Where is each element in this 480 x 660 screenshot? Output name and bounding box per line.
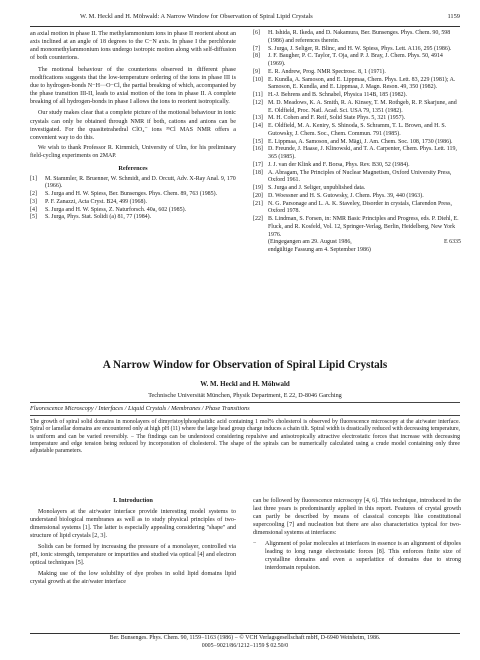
body-paragraph: an axial motion in phase II. The methylammonium ions in phase II reorient about an axis inclined at an angle of 18 degrees to the C−N axis. In phase I the perchlorate and monomethylammonium ions undergo isotropic motion along with self-diffusion of both counterions.	[30, 31, 236, 62]
reference-item	[30, 191, 236, 199]
reference-item	[253, 139, 461, 147]
reference-list-right	[253, 30, 461, 239]
reference-item	[253, 77, 461, 93]
prev-article-right-column	[253, 30, 461, 255]
reference-number: [21]	[253, 200, 263, 207]
reference-number: [13]	[253, 115, 263, 122]
received-date: (Eingegangen am 29. August 1986,	[268, 239, 352, 246]
intro-left-column	[30, 497, 236, 589]
reference-number: [6]	[253, 30, 260, 36]
page-number: 1159	[447, 13, 460, 20]
abstract: The growth of spiral solid domains in monolayers of dimyristoylphosphatidic acid containing 1 mol% cholesterol is observed by fluorescence microscopy at the air/water interface. Spiral or lamellar domains are encountered only at high pH (11) where the large head group charge induces a chain tilt. Spiral width is drastically reduced with decreasing temperature, is uniform and can be varied reversibly. − The findings can be understood considering repulsive and anisotropically attractive electrostatic forces that increase with decreasing temperature and edge tension being reduced by incorporation of cholesterol. The shape of the spirals can be numerically calculated using a crude model containing only three adjustable parameters.	[30, 419, 460, 454]
reference-item	[253, 216, 461, 239]
reference-item	[253, 185, 461, 193]
reference-item	[30, 176, 236, 192]
references-heading: References	[118, 164, 148, 172]
reference-item	[253, 123, 461, 139]
reference-text: B. Lindman, S. Forsen, in: NMR Basic Principles and Progress, eds. P. Diehl, E. Fluck, and R. Kosfeld, Vol. 12, Springer-Verlag, Berlin, Heidelberg, New York 1976.	[268, 216, 459, 238]
reference-text: E. R. Andrew, Prog. NMR Spectrosc. 8, 1 (1971).	[268, 68, 386, 75]
bullet-dash: −	[253, 541, 257, 547]
body-paragraph: Our study makes clear that a complete picture of the motional behaviour in ionic crystals can only be obtained through NMR if both, cations and anions can be investigated. For the quasitetrahedral ClO₄⁻ ions ³⁵Cl MAS NMR offers a convenient way to do this.	[30, 110, 236, 141]
article-affiliation: Technische Universität München, Physik Department, E 22, D-8046 Garching	[148, 392, 342, 399]
reference-text: E. Lippmaa, A. Samoson, and M. Mägi, J. Am. Chem. Soc. 108, 1730 (1986).	[268, 138, 453, 145]
reference-number: [4]	[30, 206, 37, 213]
final-version-date: endgültige Fassung am 4. September 1986)	[268, 247, 371, 253]
prev-article-left-column	[30, 30, 236, 222]
reference-item	[253, 100, 461, 116]
reference-number: [8]	[253, 53, 260, 60]
header-rule	[30, 26, 460, 27]
price-code: 0005−9021/86/1212−1159 $ 02.50/0	[201, 642, 289, 649]
reference-number: [17]	[253, 161, 263, 168]
reference-text: D. Woessner and H. S. Gutowsky, J. Chem. Phys. 39, 440 (1963).	[268, 192, 424, 199]
reference-number: [18]	[253, 169, 263, 176]
reference-text: P. F. Zanazzi, Acta Cryst. B24, 499 (1968).	[45, 198, 147, 205]
reference-text: S. Jurga, Phys. Stat. Solidi (a) 81, 77 (1984).	[45, 214, 152, 221]
received-note	[253, 239, 461, 255]
reference-item	[253, 30, 461, 46]
reference-text: D. Freunde, J. Haase, J. Klinowski, and T. A. Carpenter, Chem. Phys. Lett. 119, 365 (1985).	[268, 146, 457, 160]
bullet-text: Alignment of polar molecules at interfaces in essence is an alignment of dipoles leading to long range electrostatic forces [8]. This enforces finite size of crystalline domains and even a superlattice of domains due to strong interdomain repulsion.	[265, 541, 461, 571]
reference-number: [9]	[253, 68, 260, 75]
reference-number: [11]	[253, 92, 263, 98]
running-header	[30, 13, 460, 23]
reference-list-left	[30, 176, 236, 223]
citation-line: Ber. Bunsenges. Phys. Chem. 90, 1159−1163 (1986) − © VCH Verlagsgesellschaft mbH, D-6940 Weinheim, 1986.	[109, 635, 381, 641]
reference-item	[253, 69, 461, 77]
reference-number: [7]	[253, 45, 260, 52]
reference-text: M. D. Meadows, K. A. Smith, R. A. Kinsey, T. M. Rothgeb, R. P. Skarjune, and E. Oldfield, Proc. Natl. Acad. Sci. USA 79, 1351 (1982).	[268, 99, 457, 114]
reference-item	[253, 162, 461, 170]
reference-item	[253, 193, 461, 201]
reference-item	[253, 115, 461, 123]
reference-text: H. Ishida, R. Ikeda, and D. Nakamura, Ber. Bunsenges. Phys. Chem. 90, 598 (1986) and references therein.	[268, 30, 451, 44]
reference-text: J. J. van der Klink and F. Borsa, Phys. Rev. B30, 52 (1984).	[268, 161, 410, 168]
reference-text: S. Jurga and H. W. Spiess, Z. Naturforsch. 40a, 602 (1985).	[45, 206, 187, 213]
reference-item	[253, 201, 461, 217]
reference-text: E. Oldfield, M. A. Keniry, S. Shinoda, S. Schramm, T. L. Brown, and H. S. Gutowsky, J. Chem. Soc., Chem. Commun. 791 (1985).	[268, 123, 447, 137]
reference-item	[253, 92, 461, 100]
body-paragraph: can be followed by fluorescence microscopy [4, 6]. This technique, introduced in the last three years is predominantly applied in this report. Features of crystal growth can partly be described by means of classical concepts like constitutional supercooling [7] and nucleation but there are also characteristics typical for two-dimensional systems at interfaces:	[253, 498, 461, 536]
reference-number: [14]	[253, 123, 263, 129]
reference-text: S. Jurga, J. Seliger, R. Blinc, and H. W. Spiess, Phys. Lett. A116, 295 (1986).	[268, 45, 452, 52]
keywords: Fluorescence Microscopy / Interfaces / Liquid Crystals / Membranes / Phase Transitions	[30, 405, 250, 412]
reference-number: [12]	[253, 99, 263, 106]
body-paragraph: Solids can be formed by increasing the pressure of a monolayer, controlled via pH, ionic strength, temperature or impurities and studied via optical [4] and electron optical techniques [5].	[30, 544, 236, 566]
body-paragraph: Making use of the low solubility of dye probes in solid lipid domains lipid crystal growth at the air/water interface	[30, 571, 236, 585]
body-paragraph: Monolayers at the air/water interface provide interesting model systems to understand biological membranes as well as to study physical principles of two-dimensional systems [1]. The latter is especially appealing considering "shape" and structure of lipid crystals [2, 3].	[30, 509, 236, 539]
reference-text: H.-J. Behrens and B. Schnabel, Physica 114B, 185 (1982).	[268, 92, 407, 98]
reference-text: J. F. Baugher, P. C. Taylor, T. Oja, and P. J. Bray, J. Chem. Phys. 50, 4914 (1969).	[268, 53, 443, 67]
page-footer	[30, 635, 460, 650]
keywords-top-rule	[30, 402, 460, 403]
reference-item	[30, 214, 236, 222]
reference-text: N. G. Parsonage and L. A. K. Staveley, Disorder in crystals, Clarendon Press, Oxford 1978.	[268, 200, 452, 215]
reference-number: [3]	[30, 198, 37, 205]
reference-number: [19]	[253, 185, 263, 191]
bullet-item	[253, 540, 461, 572]
reference-text: M. Stammler, R. Bruenner, W. Schmidt, and D. Orcutt, Adv. X-Ray Anal. 9, 170 (1966).	[45, 175, 236, 190]
acknowledgment: We wish to thank Professor R. Kirnmich, University of Ulm, for his preliminary field-cycling experiments on 2MAP.	[30, 145, 236, 159]
reference-item	[30, 199, 236, 207]
reference-text: A. Abragam, The Principles of Nuclear Magnetism, Oxford University Press, Oxford 1961.	[268, 169, 452, 184]
article-title: A Narrow Window for Observation of Spiral Lipid Crystals	[102, 359, 388, 371]
reference-number: [10]	[253, 76, 263, 83]
reference-number: [2]	[30, 191, 37, 198]
reference-number: [1]	[30, 175, 37, 182]
reference-number: [20]	[253, 192, 263, 199]
reference-item	[253, 146, 461, 162]
reference-number: [22]	[253, 216, 263, 222]
intro-right-column	[253, 497, 461, 572]
section-heading: I. Introduction	[113, 497, 153, 504]
reference-text: E. Kundla, A. Samoson, and E. Lippmaa, Chem. Phys. Lett. 83, 229 (1981); A. Samoson, E. Kundla, and E. Lippmaa, J. Magn. Reson. 49, 350 (1982).	[268, 76, 456, 91]
reference-number: [15]	[253, 138, 263, 145]
keywords-bottom-rule	[30, 415, 460, 416]
manuscript-id: E 6335	[444, 239, 461, 246]
reference-number: [5]	[30, 214, 37, 221]
footer-rule	[30, 633, 460, 634]
reference-text: S. Jurga and J. Seliger, unpublished data.	[268, 185, 366, 191]
reference-item	[253, 46, 461, 54]
body-paragraph: The motional behaviour of the counterions observed in different phase modifications suggests that the low-temperature ordering of the ions in phase III is due to hydrogen-bonds N−H···O−Cl, the partial breaking of which, accompanied by the phase transition III-II, leads to axial motion of the ions in phase II. A complete breaking of all hydrogen-bonds in phase I allows the ions to reorient isotropically.	[30, 66, 236, 106]
reference-text: S. Jurga and H. W. Spiess, Ber. Bunsenges. Phys. Chem. 89, 763 (1985).	[45, 191, 218, 198]
reference-item	[253, 170, 461, 186]
reference-text: M. H. Cohen and F. Reif, Solid State Phys. 5, 321 (1957).	[268, 115, 406, 122]
reference-item	[253, 53, 461, 69]
running-title: W. M. Heckl and H. Möhwald: A Narrow Window for Observation of Spiral Lipid Crystals	[80, 13, 313, 20]
article-authors: W. M. Heckl and H. Möhwald	[200, 380, 290, 388]
reference-number: [16]	[253, 146, 263, 153]
